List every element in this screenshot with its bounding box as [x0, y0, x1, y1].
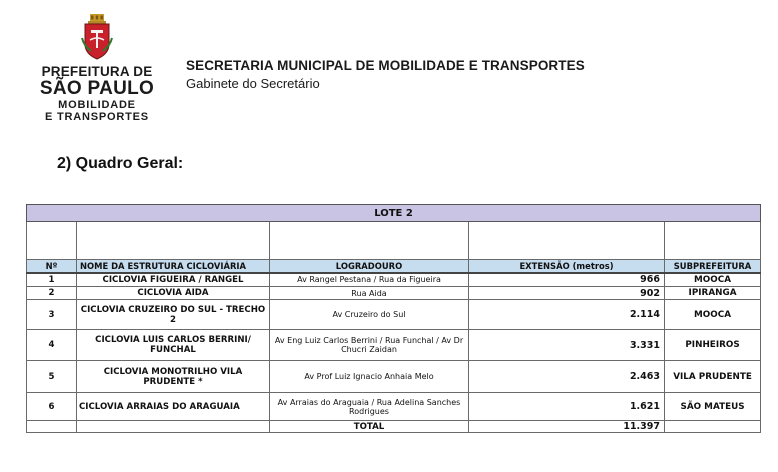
- blank-row: [27, 222, 761, 260]
- lote-header-row: [27, 205, 761, 222]
- subprefeitura: MOOCA: [665, 273, 761, 287]
- section-title: 2) Quadro Geral:: [57, 155, 184, 172]
- logo-line-sao-paulo: SÃO PAULO: [39, 78, 155, 99]
- subprefeitura: MOOCA: [665, 300, 761, 330]
- row-number: 2: [27, 287, 77, 300]
- estrutura-name: CICLOVIA LUIS CARLOS BERRINI/ FUNCHAL: [77, 330, 270, 361]
- blank-cell: [77, 222, 270, 260]
- gabinete-subtitle: Gabinete do Secretário: [186, 76, 320, 91]
- table-row: [27, 300, 761, 330]
- row-number: 4: [27, 330, 77, 361]
- estrutura-name: CICLOVIA AIDA: [77, 287, 270, 300]
- extensao: 902: [469, 287, 665, 300]
- subprefeitura: IPIRANGA: [665, 287, 761, 300]
- logradouro: Av Prof Luiz Ignacio Anhaia Melo: [270, 361, 469, 393]
- document-header: [186, 58, 585, 91]
- col-header-nome: NOME DA ESTRUTURA CICLOVIÁRIA: [77, 260, 270, 273]
- extensao: 966: [469, 273, 665, 287]
- blank-cell: [665, 421, 761, 433]
- logo-line-mobilidade: MOBILIDADE: [58, 99, 136, 111]
- row-number: 1: [27, 273, 77, 287]
- blank-cell: [270, 222, 469, 260]
- col-header-subprefeitura: SUBPREFEITURA: [665, 260, 761, 273]
- quadro-geral-table: [26, 204, 761, 433]
- row-number: 5: [27, 361, 77, 393]
- extensao: 2.114: [469, 300, 665, 330]
- logradouro: Av Eng Luiz Carlos Berrini / Rua Funchal / Av Dr Chucri Zaidan: [270, 330, 469, 361]
- blank-cell: [27, 222, 77, 260]
- estrutura-name: CICLOVIA FIGUEIRA / RANGEL: [77, 273, 270, 287]
- total-label: TOTAL: [270, 421, 469, 433]
- blank-cell: [77, 421, 270, 433]
- subprefeitura: SÃO MATEUS: [665, 393, 761, 421]
- blank-cell: [469, 222, 665, 260]
- sao-paulo-coat-of-arms-icon: [81, 14, 113, 60]
- table-row: [27, 330, 761, 361]
- row-number: 3: [27, 300, 77, 330]
- prefeitura-logo: [22, 14, 172, 123]
- estrutura-name: CICLOVIA ARRAIAS DO ARAGUAIA: [77, 393, 270, 421]
- quadro-geral-table-wrapper: [26, 204, 760, 433]
- lote-label: LOTE 2: [27, 205, 761, 222]
- logradouro: Av Arraias do Araguaia / Rua Adelina Sanches Rodrigues: [270, 393, 469, 421]
- subprefeitura: VILA PRUDENTE: [665, 361, 761, 393]
- column-header-row: [27, 260, 761, 273]
- subprefeitura: PINHEIROS: [665, 330, 761, 361]
- table-row: [27, 273, 761, 287]
- table-row: [27, 361, 761, 393]
- logradouro: Av Rangel Pestana / Rua da Figueira: [270, 273, 469, 287]
- col-header-logradouro: LOGRADOURO: [270, 260, 469, 273]
- extensao: 3.331: [469, 330, 665, 361]
- blank-cell: [27, 421, 77, 433]
- logo-line-prefeitura: PREFEITURA DE: [41, 64, 153, 79]
- estrutura-name: CICLOVIA CRUZEIRO DO SUL - TRECHO 2: [77, 300, 270, 330]
- table-row: [27, 393, 761, 421]
- secretaria-title: SECRETARIA MUNICIPAL DE MOBILIDADE E TRANSPORTES: [186, 58, 585, 73]
- estrutura-name: CICLOVIA MONOTRILHO VILA PRUDENTE *: [77, 361, 270, 393]
- logo-line-transportes: E TRANSPORTES: [45, 111, 149, 123]
- blank-cell: [665, 222, 761, 260]
- total-row: [27, 421, 761, 433]
- total-value: 11.397: [469, 421, 665, 433]
- table-row: [27, 287, 761, 300]
- logradouro: Rua Aida: [270, 287, 469, 300]
- extensao: 1.621: [469, 393, 665, 421]
- col-header-extensao: EXTENSÃO (metros): [469, 260, 665, 273]
- col-header-numero: Nº: [27, 260, 77, 273]
- row-number: 6: [27, 393, 77, 421]
- extensao: 2.463: [469, 361, 665, 393]
- logradouro: Av Cruzeiro do Sul: [270, 300, 469, 330]
